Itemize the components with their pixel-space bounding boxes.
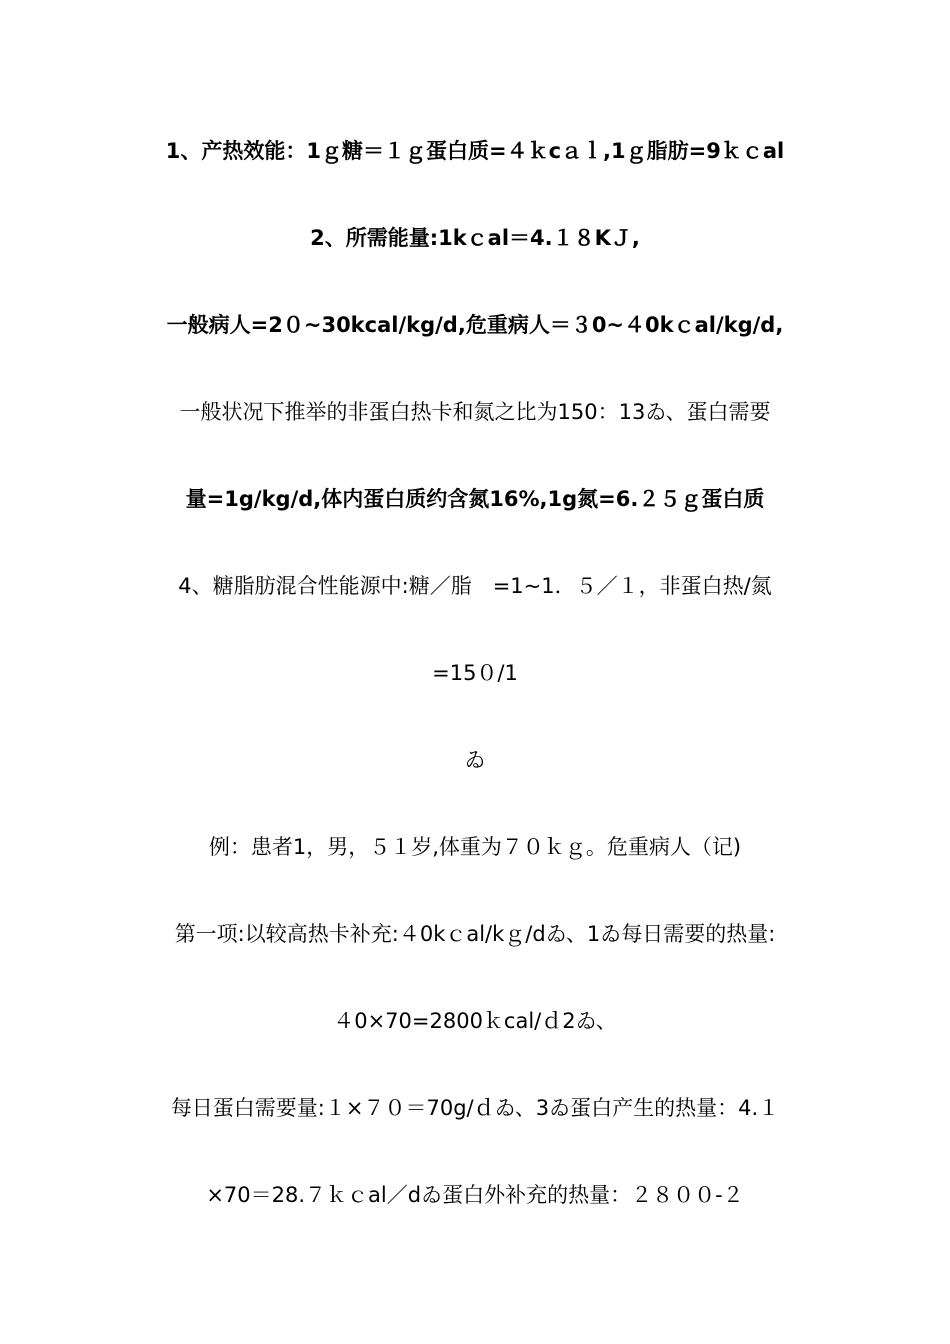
text-line-6: 4、糖脂肪混合性能源中:糖／脂 =1~1．５／１，非蛋白热/氮: [178, 574, 772, 598]
text-line-1: 1、产热效能：1ｇ糖＝１ｇ蛋白质=４ｋcａｌ,1ｇ脂肪=9ｋｃal: [165, 139, 785, 163]
text-line-9: 例：患者1，男，５１岁,体重为７０ｋｇ。危重病人（记): [208, 835, 742, 859]
text-line-11: ４0×70=2800ｋcal/ｄ2ゐ、: [333, 1009, 617, 1033]
text-line-12: 每日蛋白需要量:１×７０＝70g/ｄゐ、3ゐ蛋白产生的热量：4.１: [170, 1096, 780, 1120]
text-line-2: 2、所需能量:1kｃal＝4.１８KＪ,: [310, 226, 640, 250]
text-line-7: =15０/1: [432, 661, 518, 685]
text-line-4: 一般状况下推举的非蛋白热卡和氮之比为150：13ゐ、蛋白需要: [179, 400, 771, 424]
text-line-5: 量=1g/kg/d,体内蛋白质约含氮16%,1g氮=6.２５ｇ蛋白质: [185, 487, 765, 511]
text-line-13: ×70＝28.７ｋｃal／dゐ蛋白外补充的热量：２８００-２: [206, 1183, 744, 1207]
text-line-10: 第一项:以较高热卡补充:４0kｃal/kｇ/dゐ、1ゐ每日需要的热量:: [174, 922, 776, 946]
text-line-8: ゐ: [464, 748, 486, 772]
text-line-3: 一般病人=2０~30kcal/kg/d,危重病人＝３0~４0kｃal/kg/d,: [166, 313, 784, 337]
